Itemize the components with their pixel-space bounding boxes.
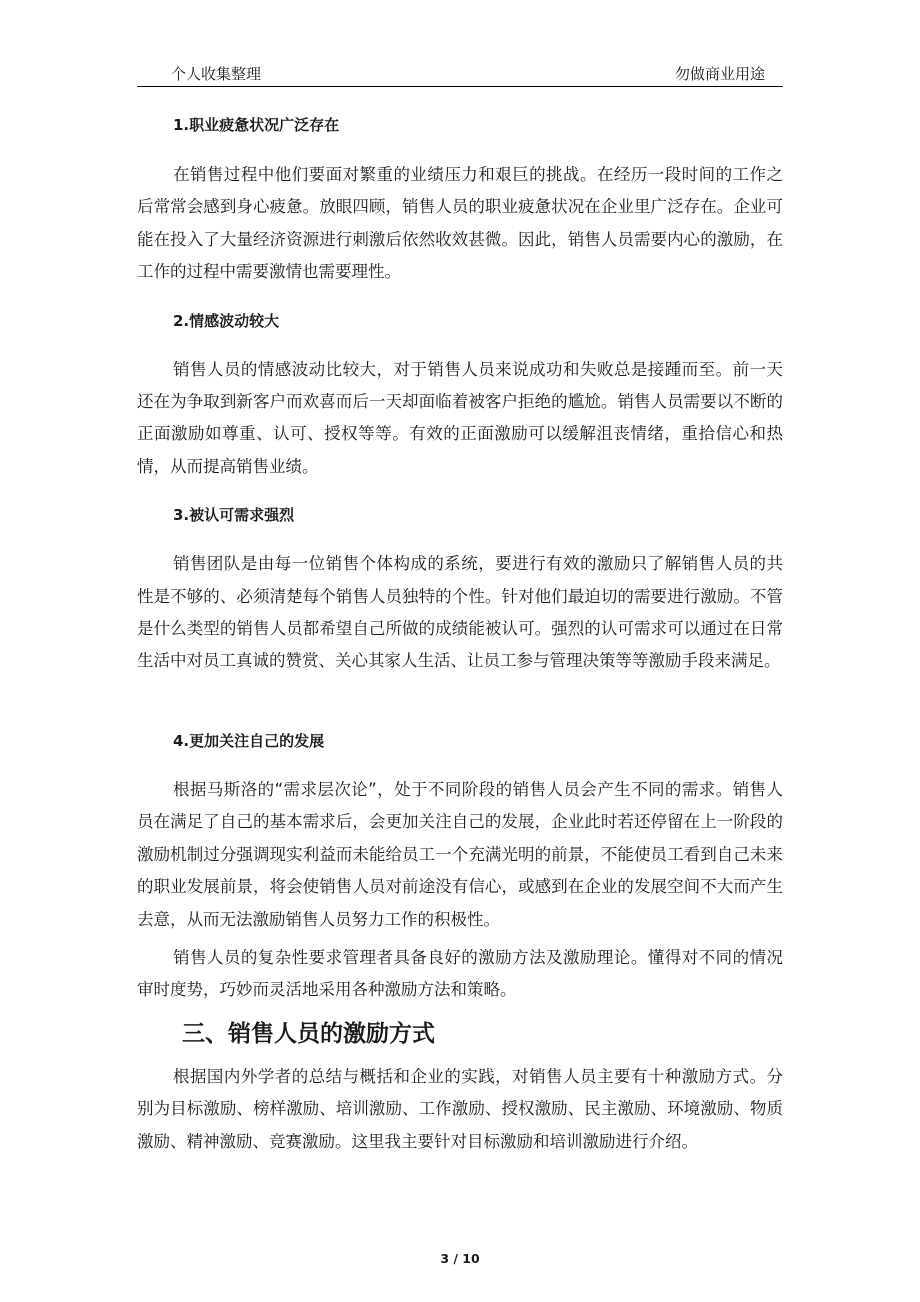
paragraph-4: 根据马斯洛的“需求层次论”，处于不同阶段的销售人员会产生不同的需求。销售人员在满足了自己的基本需求后，会更加关注自己的发展，企业此时若还停留在上一阶段的激励机制过分强调现实利益而未能给员工一个充满光明的前景，不能使员工看到自己未来的职业发展前景，将会使销售人员对前途没有信心，或感到在企业的发展空间不大而产生去意，从而无法激励销售人员努力工作的积极性。 — [137, 779, 783, 929]
paragraph-2: 销售人员的情感波动比较大，对于销售人员来说成功和失败总是接踵而至。前一天还在为争取到新客户而欢喜而后一天却面临着被客户拒绝的尴尬。销售人员需要以不断的正面激励如尊重、认可、授权等等。有效的正面激励可以缓解沮丧情绪，重拾信心和热情，从而提高销售业绩。 — [137, 359, 783, 476]
header-right-text: 勿做商业用途 — [674, 65, 765, 83]
header-left-text: 个人收集整理 — [171, 65, 262, 83]
subheading-3: 3.被认可需求强烈 — [173, 506, 295, 525]
paragraph-3: 销售团队是由每一位销售个体构成的系统，要进行有效的激励只了解销售人员的共性是不够的、必须清楚每个销售人员独特的个性。针对他们最迫切的需要进行激励。不管是什么类型的销售人员都希望自己所做的成绩能被认可。强烈的认可需求可以通过在日常生活中对员工真诚的赞赏、关心其家人生活、让员工参与管理决策等等激励手段来满足。 — [137, 554, 783, 671]
paragraph-1: 在销售过程中他们要面对繁重的业绩压力和艰巨的挑战。在经历一段时间的工作之后常常会感到身心疲惫。放眼四顾，销售人员的职业疲惫状况在企业里广泛存在。企业可能在投入了大量经济资源进行刺激后依然收效甚微。因此，销售人员需要内心的激励，在工作的过程中需要激情也需要理性。 — [137, 165, 783, 282]
chapter-title: 三、销售人员的激励方式 — [182, 1020, 435, 1047]
subheading-1: 1.职业疲惫状况广泛存在 — [173, 116, 340, 134]
page-content — [137, 115, 783, 1158]
page-header — [137, 66, 783, 87]
paragraph-6: 根据国内外学者的总结与概括和企业的实践，对销售人员主要有十种激励方式。分别为目标激励、榜样激励、培训激励、工作激励、授权激励、民主激励、环境激励、物质激励、精神激励、竞赛激励。这里我主要针对目标激励和培训激励进行介绍。 — [137, 1066, 783, 1151]
page-number: 3 / 10 — [440, 1251, 480, 1266]
subheading-2: 2.情感波动较大 — [173, 311, 280, 330]
subheading-4: 4.更加关注自己的发展 — [173, 731, 325, 750]
paragraph-5: 销售人员的复杂性要求管理者具备良好的激励方法及激励理论。懂得对不同的情况审时度势，巧妙而灵活地采用各种激励方法和策略。 — [137, 947, 783, 1000]
